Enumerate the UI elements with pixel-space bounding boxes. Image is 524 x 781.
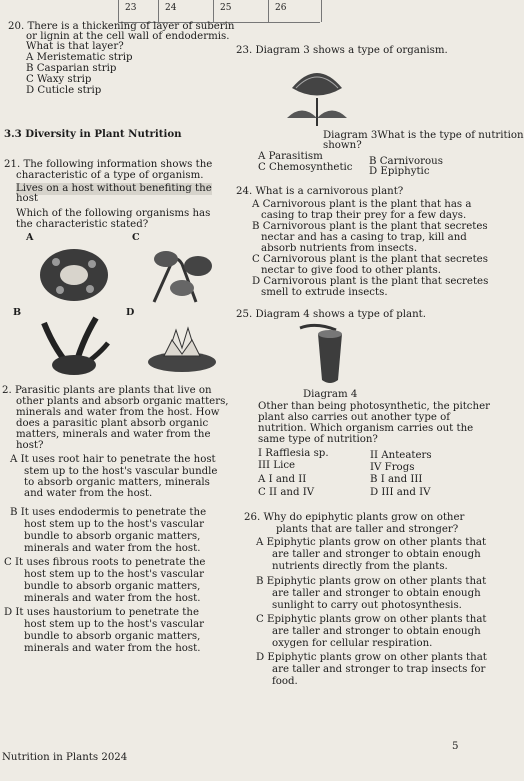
rafflesia-image [36, 242, 112, 308]
q25-line: plant also carries out another type of [258, 412, 451, 423]
q22-option: A It uses root hair to penetrate the host [10, 454, 216, 465]
q24-option: C Carnivorous plant is the plant that secretes [252, 254, 488, 265]
q20-line: What is that layer? [26, 41, 124, 52]
q21-label-c: C [132, 232, 140, 243]
q22-line: other plants and absorb organic matters, [16, 396, 229, 407]
q25-line: Other than being photosynthetic, the pitcher [258, 401, 490, 412]
q20-option: B Casparian strip [26, 63, 117, 74]
q22-line: 2. Parasitic plants are plants that live on [2, 385, 212, 396]
q24-line: 24. What is a carnivorous plant? [236, 186, 404, 197]
q24-option: nectar and has a casing to trap, kill and [261, 232, 467, 243]
q23-caption: Diagram 3What is the type of nutrition [323, 130, 524, 141]
q22-option: host stem up to the host's vascular [24, 569, 205, 580]
q22-option: and water from the host. [24, 488, 153, 499]
q22-option: minerals and water from the host. [24, 543, 201, 554]
q22-line: matters, minerals and water from the [16, 429, 211, 440]
page-number: 5 [452, 741, 459, 752]
q26-option: food. [272, 676, 298, 687]
q25-item: III Lice [258, 460, 296, 471]
q25-option: D III and IV [370, 487, 431, 498]
q21-line: host [16, 193, 39, 204]
q23-caption: shown? [323, 140, 362, 151]
q25-option: B I and III [370, 474, 423, 485]
q26-option: are taller and stronger to obtain enough [272, 549, 481, 560]
q26-option: are taller and stronger to obtain enough [272, 626, 481, 637]
q20-line: 20. There is a thickening of layer of suberin [8, 21, 235, 32]
q26-option: B Epiphytic plants grow on other plants that [256, 576, 487, 587]
venus-flytrap-image [282, 58, 352, 128]
q25-line: 25. Diagram 4 shows a type of plant. [236, 309, 426, 320]
q21-line: characteristic of a type of organism. [16, 170, 204, 181]
q26-option: sunlight to carry out photosynthesis. [272, 600, 462, 611]
q24-option: D Carnivorous plant is the plant that secretes [252, 276, 489, 287]
q25-line: same type of nutrition? [258, 434, 378, 445]
q26-option: D Epiphytic plants grow on other plants that [256, 652, 487, 663]
q22-option: bundle to absorb organic matters, [24, 581, 201, 592]
answer-grid [118, 0, 320, 23]
q25-item: IV Frogs [370, 462, 415, 473]
q21-line: Which of the following organisms has [16, 208, 211, 219]
q21-label-a: A [26, 232, 34, 243]
q22-option: host stem up to the host's vascular [24, 519, 205, 530]
q24-option: nectar to give food to other plants. [261, 265, 442, 276]
q22-option: minerals and water from the host. [24, 643, 201, 654]
q25-line: nutrition. Which organism carries out the [258, 423, 474, 434]
pitcher-plant-image [296, 322, 356, 386]
q20-option: C Waxy strip [26, 74, 92, 85]
q23-option: A Parasitism [258, 151, 323, 162]
grid-number: 23 [125, 3, 137, 13]
q21-highlight: Lives on a host without benefiting the [16, 183, 212, 194]
footer-title: Nutrition in Plants 2024 [2, 752, 128, 763]
q20-option: A Meristematic strip [26, 52, 133, 63]
q23-option: D Epiphytic [369, 166, 430, 177]
q22-option: bundle to absorb organic matters, [24, 531, 201, 542]
q21-label-d: D [126, 307, 135, 318]
q22-option: host stem up to the host's vascular [24, 619, 205, 630]
q22-option: D It uses haustorium to penetrate the [4, 607, 199, 618]
grid-number: 24 [165, 3, 177, 13]
grid-number: 25 [220, 3, 232, 13]
q25-option: A I and II [258, 474, 307, 485]
q23-option: C Chemosynthetic [258, 162, 353, 173]
q21-line: the characteristic stated? [16, 219, 149, 230]
q26-option: C Epiphytic plants grow on other plants that [256, 614, 487, 625]
q22-option: B It uses endodermis to penetrate the [10, 507, 207, 518]
q22-option: to absorb organic matters, minerals [24, 477, 210, 488]
q20-line: or lignin at the cell wall of endodermis. [26, 31, 230, 42]
q22-option: C It uses fibrous roots to penetrate the [4, 557, 206, 568]
q25-item: II Anteaters [370, 450, 432, 461]
q22-line: host? [16, 440, 44, 451]
q24-option: smell to extrude insects. [261, 287, 388, 298]
q25-caption: Diagram 4 [303, 389, 358, 400]
q25-item: I Rafflesia sp. [258, 448, 329, 459]
q24-option: B Carnivorous plant is the plant that secretes [252, 221, 488, 232]
q22-option: minerals and water from the host. [24, 593, 201, 604]
q20-option: D Cuticle strip [26, 85, 102, 96]
q26-option: A Epiphytic plants grow on other plants that [256, 537, 487, 548]
q24-option: absorb nutrients from insects. [261, 243, 418, 254]
section-heading: 3.3 Diversity in Plant Nutrition [4, 128, 182, 140]
q24-option: A Carnivorous plant is the plant that has a [252, 199, 472, 210]
q23-option: B Carnivorous [369, 156, 443, 167]
q25-option: C II and IV [258, 487, 315, 498]
water-lily-image [146, 318, 218, 374]
q22-line: does a parasitic plant absorb organic [16, 418, 209, 429]
q21-line: 21. The following information shows the [4, 159, 213, 170]
q24-option: casing to trap their prey for a few days. [261, 210, 467, 221]
q26-option: nutrients directly from the plants. [272, 561, 448, 572]
staghorn-fern-image [36, 313, 112, 375]
q22-option: bundle to absorb organic matters, [24, 631, 201, 642]
q21-label-b: B [13, 307, 22, 318]
q26-option: oxygen for cellular respiration. [272, 638, 433, 649]
q22-option: stem up to the host's vascular bundle [24, 466, 218, 477]
q23-line: 23. Diagram 3 shows a type of organism. [236, 45, 448, 56]
grid-number: 26 [275, 3, 287, 13]
pitcher-plant-image [146, 244, 218, 306]
q26-option: are taller and stronger to trap insects for [272, 664, 486, 675]
q26-line: 26. Why do epiphytic plants grow on other [244, 512, 465, 523]
q26-option: are taller and stronger to obtain enough [272, 588, 481, 599]
q26-line: plants that are taller and stronger? [276, 524, 459, 535]
q22-line: minerals and water from the host. How [16, 407, 220, 418]
